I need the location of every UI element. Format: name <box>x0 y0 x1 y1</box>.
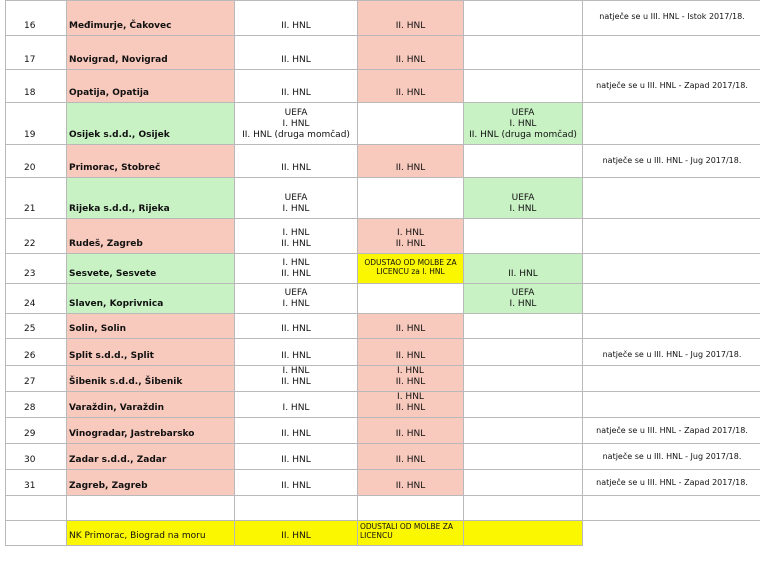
table-row <box>6 366 760 392</box>
second-decision-cell: UEFA I. HNL II. HNL (druga momčad) <box>464 103 583 145</box>
licence-table <box>5 0 760 546</box>
decision-cell: I. HNL II. HNL <box>358 392 464 418</box>
club-name: Osijek s.d.d., Osijek <box>67 103 235 145</box>
row-number: 16 <box>6 1 67 36</box>
application-cell: II. HNL <box>235 470 358 496</box>
second-decision-cell <box>464 70 583 103</box>
application-cell: I. HNL <box>235 392 358 418</box>
club-name: Split s.d.d., Split <box>67 339 235 366</box>
second-decision-cell <box>464 418 583 444</box>
note-cell <box>583 366 760 392</box>
table-row <box>6 254 760 284</box>
application-cell: II. HNL <box>235 339 358 366</box>
second-decision-cell <box>464 219 583 254</box>
club-name: Sesvete, Sesvete <box>67 254 235 284</box>
second-decision-cell <box>464 392 583 418</box>
decision-cell: I. HNL II. HNL <box>358 219 464 254</box>
table-row <box>6 392 760 418</box>
second-decision-cell <box>464 470 583 496</box>
club-name: Vinogradar, Jastrebarsko <box>67 418 235 444</box>
second-decision-cell <box>464 444 583 470</box>
decision-cell: II. HNL <box>358 36 464 70</box>
table-row <box>6 70 760 103</box>
second-decision-cell <box>464 36 583 70</box>
note-cell <box>583 36 760 70</box>
row-number: 17 <box>6 36 67 70</box>
application-cell: I. HNL II. HNL <box>235 366 358 392</box>
application-cell: UEFA I. HNL <box>235 284 358 314</box>
club-name: Solin, Solin <box>67 314 235 339</box>
table-row <box>6 145 760 178</box>
table-row <box>6 284 760 314</box>
decision-cell <box>358 178 464 219</box>
decision-cell <box>358 284 464 314</box>
club-name: Primorac, Stobreč <box>67 145 235 178</box>
second-decision-cell <box>464 339 583 366</box>
second-decision-cell <box>464 521 583 546</box>
club-name: Varaždin, Varaždin <box>67 392 235 418</box>
application-cell: II. HNL <box>235 314 358 339</box>
club-name: NK Primorac, Biograd na moru <box>67 521 235 546</box>
decision-cell: II. HNL <box>358 470 464 496</box>
row-number: 25 <box>6 314 67 339</box>
note-cell: natječe se u III. HNL - Jug 2017/18. <box>583 444 760 470</box>
row-number: 27 <box>6 366 67 392</box>
table-row <box>6 418 760 444</box>
table-row <box>6 1 760 36</box>
decision-cell: II. HNL <box>358 339 464 366</box>
note-cell <box>583 103 760 145</box>
note-cell: natječe se u III. HNL - Zapad 2017/18. <box>583 70 760 103</box>
application-cell: II. HNL <box>235 418 358 444</box>
table-row <box>6 103 760 145</box>
table-row <box>6 314 760 339</box>
club-name: Novigrad, Novigrad <box>67 36 235 70</box>
second-decision-cell <box>464 145 583 178</box>
second-decision-cell: UEFA I. HNL <box>464 178 583 219</box>
note-cell <box>583 392 760 418</box>
second-decision-cell <box>464 1 583 36</box>
application-cell: II. HNL <box>235 521 358 546</box>
table-row <box>6 178 760 219</box>
table-row <box>6 339 760 366</box>
row-number: 30 <box>6 444 67 470</box>
application-cell: II. HNL <box>235 444 358 470</box>
decision-cell: II. HNL <box>358 1 464 36</box>
application-cell: II. HNL <box>235 145 358 178</box>
decision-cell: II. HNL <box>358 145 464 178</box>
club-name: Rudeš, Zagreb <box>67 219 235 254</box>
decision-cell: ODUSTAO OD MOLBE ZA LICENCU za I. HNL <box>358 254 464 284</box>
club-name: Zagreb, Zagreb <box>67 470 235 496</box>
club-name: Rijeka s.d.d., Rijeka <box>67 178 235 219</box>
application-cell: II. HNL <box>235 1 358 36</box>
second-decision-cell <box>464 366 583 392</box>
note-cell <box>583 254 760 284</box>
row-number: 22 <box>6 219 67 254</box>
application-cell: I. HNL II. HNL <box>235 254 358 284</box>
application-cell: II. HNL <box>235 70 358 103</box>
application-cell: UEFA I. HNL <box>235 178 358 219</box>
club-name: Međimurje, Čakovec <box>67 1 235 36</box>
table-row-empty <box>6 496 760 521</box>
decision-cell: ODUSTALI OD MOLBE ZA LICENCU <box>358 521 464 546</box>
club-name: Opatija, Opatija <box>67 70 235 103</box>
application-cell: UEFA I. HNL II. HNL (druga momčad) <box>235 103 358 145</box>
decision-cell: II. HNL <box>358 70 464 103</box>
decision-cell: II. HNL <box>358 444 464 470</box>
second-decision-cell <box>464 314 583 339</box>
note-cell: natječe se u III. HNL - Jug 2017/18. <box>583 145 760 178</box>
row-number: 23 <box>6 254 67 284</box>
row-number: 31 <box>6 470 67 496</box>
note-cell: natječe se u III. HNL - Jug 2017/18. <box>583 339 760 366</box>
row-number: 19 <box>6 103 67 145</box>
note-cell: natječe se u III. HNL - Zapad 2017/18. <box>583 470 760 496</box>
second-decision-cell: UEFA I. HNL <box>464 284 583 314</box>
decision-cell <box>358 103 464 145</box>
row-number: 29 <box>6 418 67 444</box>
note-cell <box>583 314 760 339</box>
row-number: 28 <box>6 392 67 418</box>
second-decision-cell: II. HNL <box>464 254 583 284</box>
table-row <box>6 470 760 496</box>
club-name: Slaven, Koprivnica <box>67 284 235 314</box>
club-name: Zadar s.d.d., Zadar <box>67 444 235 470</box>
table-row <box>6 36 760 70</box>
row-number: 24 <box>6 284 67 314</box>
table-row <box>6 219 760 254</box>
note-cell: natječe se u III. HNL - Zapad 2017/18. <box>583 418 760 444</box>
note-cell <box>583 284 760 314</box>
row-number: 20 <box>6 145 67 178</box>
note-cell <box>583 178 760 219</box>
application-cell: II. HNL <box>235 36 358 70</box>
decision-cell: II. HNL <box>358 314 464 339</box>
table-row-extra <box>6 521 760 546</box>
row-number: 18 <box>6 70 67 103</box>
table-row <box>6 444 760 470</box>
row-number: 26 <box>6 339 67 366</box>
application-cell: I. HNL II. HNL <box>235 219 358 254</box>
decision-cell: I. HNL II. HNL <box>358 366 464 392</box>
note-cell: natječe se u III. HNL - Istok 2017/18. <box>583 1 760 36</box>
row-number: 21 <box>6 178 67 219</box>
decision-cell: II. HNL <box>358 418 464 444</box>
note-cell <box>583 219 760 254</box>
club-name: Šibenik s.d.d., Šibenik <box>67 366 235 392</box>
